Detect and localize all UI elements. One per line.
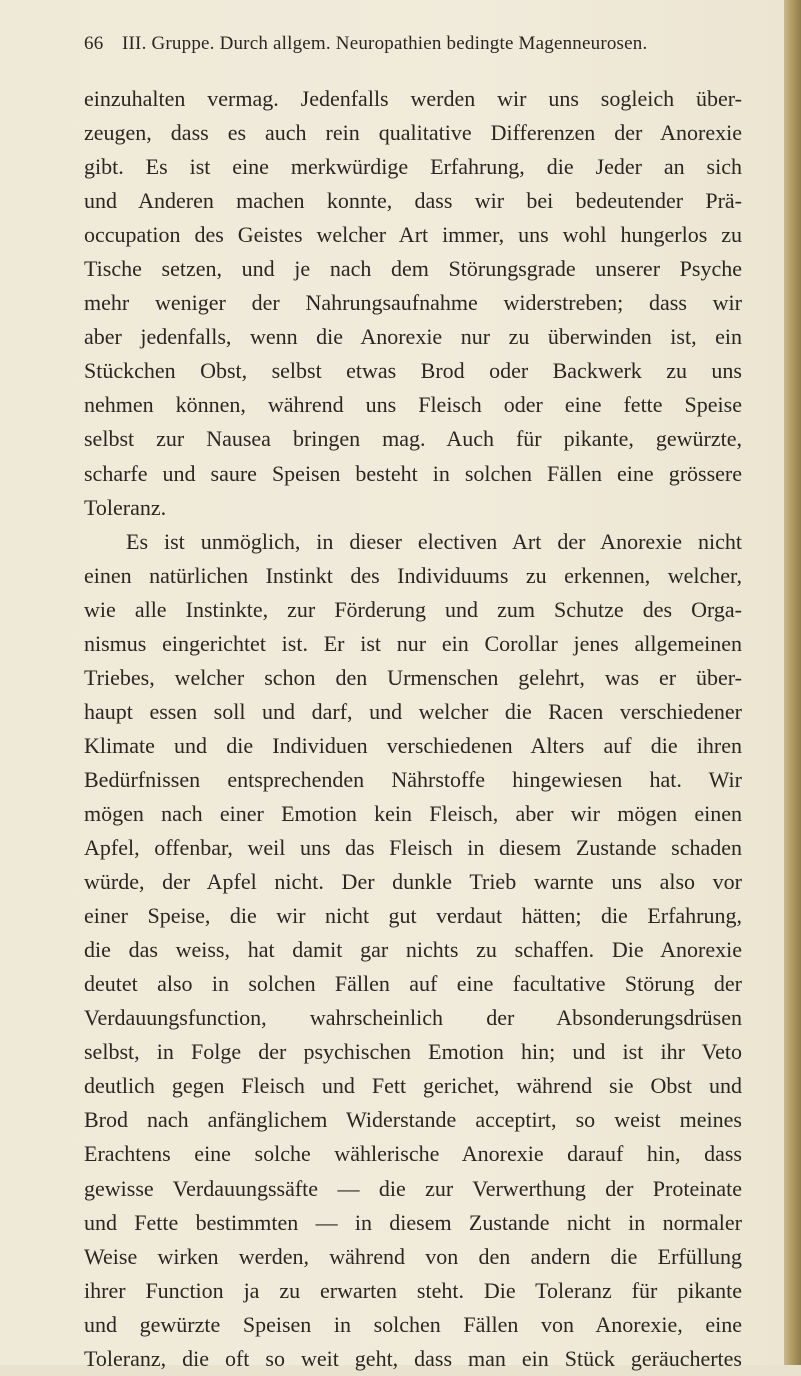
text-line: die das weiss, hat damit gar nichts zu schaffen. Die Anorexie: [84, 937, 742, 963]
text-line: ihrer Function ja zu erwarten steht. Die Toleranz für pikante: [84, 1277, 742, 1303]
text-line: occupation des Geistes welcher Art immer, uns wohl hungerlos zu: [84, 222, 742, 248]
text-line: Verdauungsfunction, wahrscheinlich der Absonderungsdrüsen: [84, 1005, 742, 1031]
text-line: Tische setzen, und je nach dem Störungsgrade unserer Psyche: [84, 256, 742, 282]
text-line: Toleranz.: [84, 494, 167, 520]
text-line: scharfe und saure Speisen besteht in solchen Fällen eine grössere: [84, 460, 742, 486]
text-line: einen natürlichen Instinkt des Individuums zu erkennen, welcher,: [84, 562, 742, 588]
text-line: Bedürfnissen entsprechenden Nährstoffe hingewiesen hat. Wir: [84, 766, 742, 792]
text-line: deutlich gegen Fleisch und Fett gerichet, während sie Obst und: [84, 1073, 742, 1099]
text-line: zeugen, dass es auch rein qualitative Differenzen der Anorexie: [84, 120, 742, 146]
text-line: gewisse Verdauungssäfte — die zur Verwerthung der Proteinate: [84, 1175, 742, 1201]
text-line: würde, der Apfel nicht. Der dunkle Trieb warnte uns also vor: [84, 869, 742, 895]
text-line: und gewürzte Speisen in solchen Fällen von Anorexie, eine: [84, 1311, 742, 1337]
text-line: Apfel, offenbar, weil uns das Fleisch in diesem Zustande schaden: [84, 835, 742, 861]
body-text: [84, 82, 742, 1376]
text-line: nehmen können, während uns Fleisch oder eine fette Speise: [84, 392, 742, 418]
text-line-paragraph-start: Es ist unmöglich, in dieser electiven Art der Anorexie nicht: [126, 528, 742, 554]
text-line: haupt essen soll und darf, und welcher die Racen verschiedener: [84, 698, 742, 724]
text-line: selbst zur Nausea bringen mag. Auch für pikante, gewürzte,: [84, 426, 742, 452]
text-line: einer Speise, die wir nicht gut verdaut hätten; die Erfahrung,: [84, 903, 742, 929]
text-line: und Anderen machen konnte, dass wir bei bedeutender Prä-: [84, 188, 742, 214]
text-line: Weise wirken werden, während von den andern die Erfüllung: [84, 1243, 742, 1269]
text-line: Erachtens eine solche wählerische Anorexie darauf hin, dass: [84, 1141, 742, 1167]
text-line: aber jedenfalls, wenn die Anorexie nur zu überwinden ist, ein: [84, 324, 742, 350]
text-line: einzuhalten vermag. Jedenfalls werden wir uns sogleich über-: [84, 86, 742, 111]
page-number: 66: [84, 33, 104, 54]
text-line: Klimate und die Individuen verschiedenen Alters auf die ihren: [84, 732, 742, 758]
running-head-title: III. Gruppe. Durch allgem. Neuropathien bedingte Magenneurosen.: [122, 33, 648, 54]
text-line: Triebes, welcher schon den Urmenschen gelehrt, was er über-: [84, 664, 742, 690]
text-line: mögen nach einer Emotion kein Fleisch, aber wir mögen einen: [84, 800, 742, 826]
text-line: nismus eingerichtet ist. Er ist nur ein Corollar jenes allgemeinen: [84, 630, 742, 656]
text-line: wie alle Instinkte, zur Förderung und zum Schutze des Orga-: [84, 596, 742, 622]
text-line: deutet also in solchen Fällen auf eine facultative Störung der: [84, 971, 742, 997]
text-line: Brod nach anfänglichem Widerstande acceptirt, so weist meines: [84, 1107, 742, 1133]
text-line: selbst, in Folge der psychischen Emotion hin; und ist ihr Veto: [84, 1039, 742, 1065]
running-head: [84, 33, 724, 55]
text-line: gibt. Es ist eine merkwürdige Erfahrung, die Jeder an sich: [84, 154, 742, 180]
text-line: mehr weniger der Nahrungsaufnahme widerstreben; dass wir: [84, 290, 742, 316]
text-line: Stückchen Obst, selbst etwas Brod oder Backwerk zu uns: [84, 358, 742, 384]
text-line: und Fette bestimmten — in diesem Zustande nicht in normaler: [84, 1209, 742, 1235]
text-line: Toleranz, die oft so weit geht, dass man ein Stück geräuchertes: [84, 1345, 742, 1371]
book-binding-edge: [784, 0, 801, 1365]
